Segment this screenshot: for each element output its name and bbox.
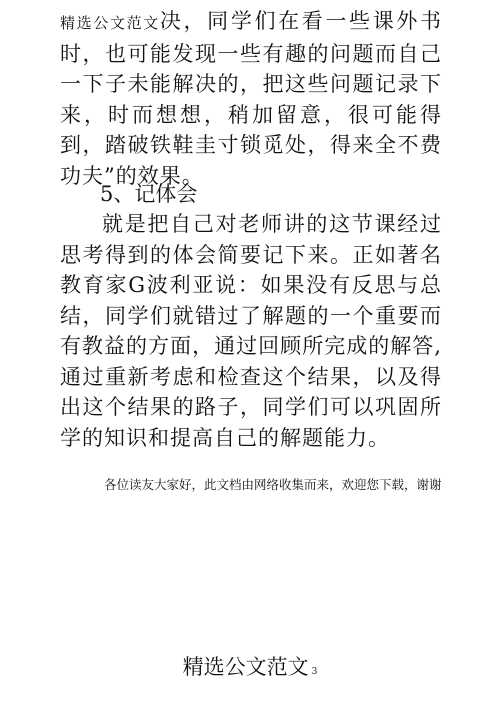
footer-title: 精选公文范文 xyxy=(182,655,309,679)
paragraph2-text: 就是把自己对老师讲的这节课经过思考得到的体会简要记下来。正如著名教育家G波利亚说：如果没有反思与总结，同学们就错过了解题的一个重要而有教益的方面，通过回顾所完成的解答,通过重新考虑和检查这个结果，以及得出这个结果的路子，同学们可以巩固所学的知识和提高自己的解题能力。 xyxy=(60,212,442,450)
header-mark: 精选公文范文 xyxy=(60,14,160,32)
paragraph1-text: 决，同学们在看一些课外书时，也可能发现一些有趣的问题而自己一下子未能解决的，把这些问题记录下来，时而想想，稍加留意，很可能得到，踏破铁鞋圭寸锁觅处，得来全不费功夫”的效果。 xyxy=(60,9,442,188)
page-footer xyxy=(0,652,500,687)
section-heading: 5、记体会 xyxy=(100,182,198,206)
download-note: 各位读友大家好，此文档由网络收集而来，欢迎您下载，谢谢 xyxy=(104,477,442,492)
page-number: 3 xyxy=(311,667,318,677)
paragraph-continuation xyxy=(60,6,442,191)
